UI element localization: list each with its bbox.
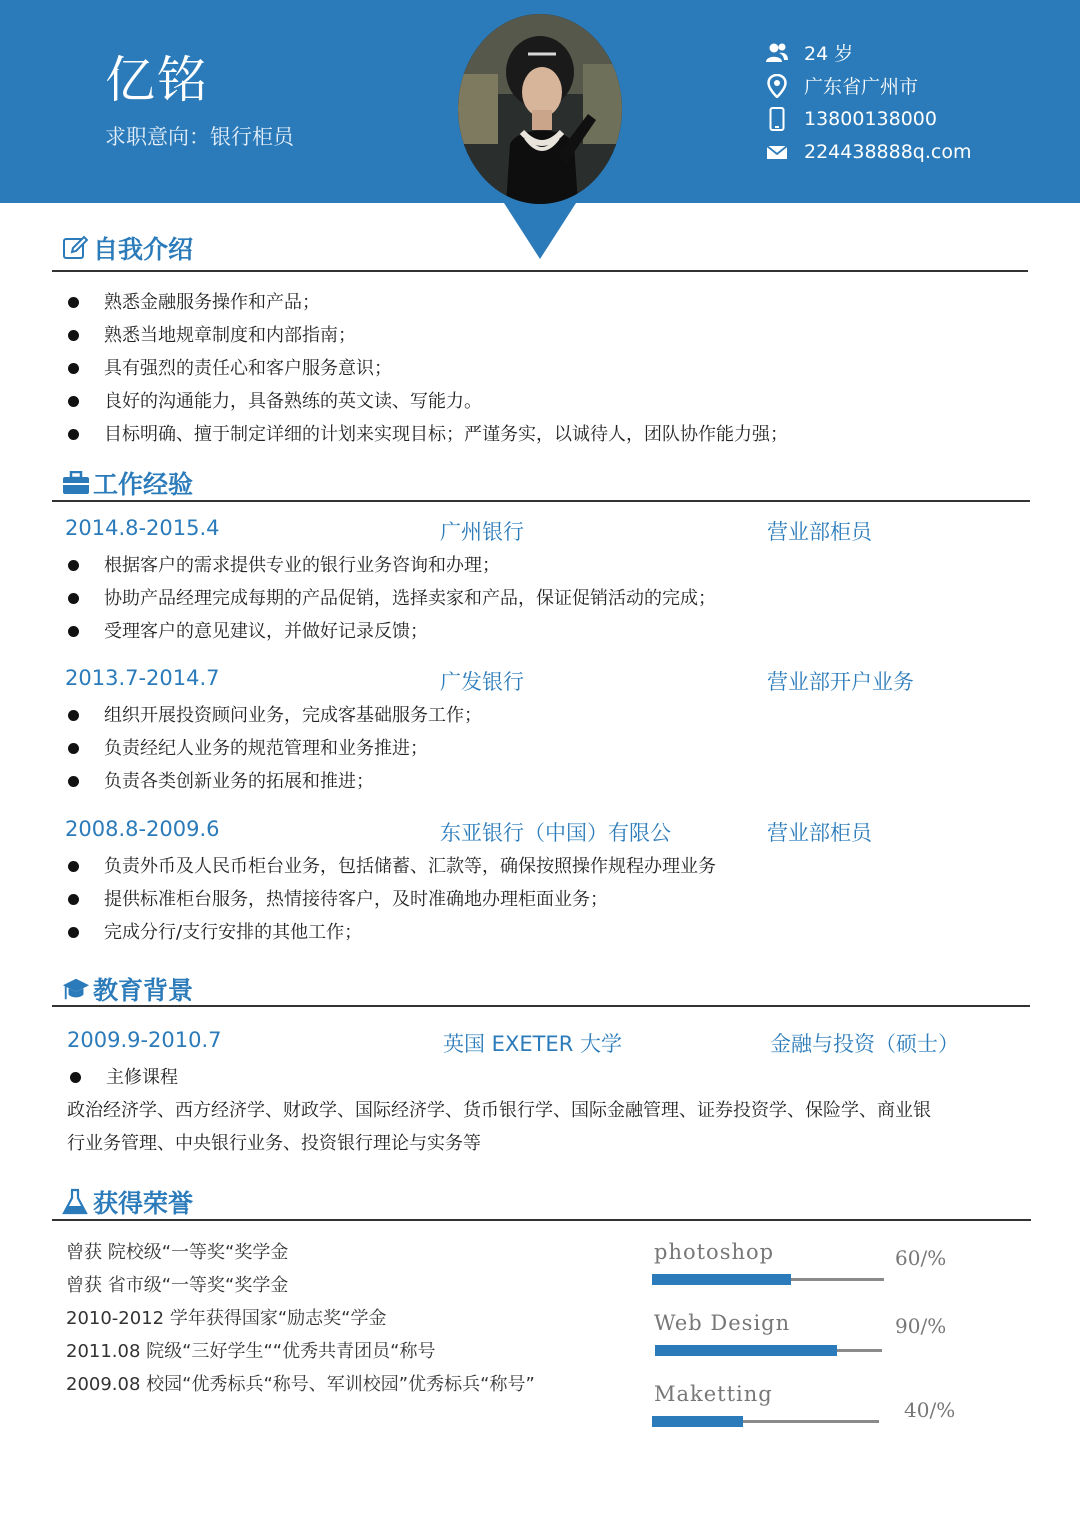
job-role: 营业部柜员 [767, 520, 872, 544]
job-role: 营业部开户业务 [767, 670, 914, 694]
job-period: 2014.8-2015.4 [65, 516, 220, 540]
list-item: 良好的沟通能力，具备熟练的英文读、写能力。 [66, 385, 788, 418]
section-title-self-intro [62, 230, 193, 266]
job-header [65, 516, 965, 546]
education-major: 金融与投资（硕士） [770, 1032, 959, 1056]
list-item: 目标明确、擅于制定详细的计划来实现目标；严谨务实，以诚待人，团队协作能力强； [66, 418, 788, 451]
skill-bar-fill [655, 1345, 837, 1356]
course-list: 政治经济学、西方经济学、财政学、国际经济学、货币银行学、国际金融管理、证券投资学、保险学、商业银行业务管理、中央银行业务、投资银行理论与实务等 [67, 1100, 931, 1154]
skill-label: photoshop [654, 1240, 775, 1264]
section-divider [52, 1219, 1031, 1221]
self-intro-list [66, 286, 788, 451]
location-pin-icon [764, 73, 790, 99]
job-duties-list [66, 549, 716, 648]
section-divider [52, 270, 1028, 272]
briefcase-icon [62, 469, 90, 497]
job-header [65, 817, 965, 847]
envelope-icon [764, 139, 790, 165]
contact-location-text: 广东省广州市 [804, 76, 919, 98]
job-duties-list [66, 850, 716, 949]
job-company: 东亚银行（中国）有限公 [440, 821, 671, 845]
skill-label: Maketting [654, 1382, 773, 1406]
list-item: 完成分行/支行安排的其他工作； [66, 916, 716, 949]
job-company: 广发银行 [440, 670, 524, 694]
list-item: 熟悉金融服务操作和产品； [66, 286, 788, 319]
list-item: 负责经纪人业务的规范管理和业务推进； [66, 732, 482, 765]
skill-bar-track [655, 1349, 882, 1352]
job-period: 2013.7-2014.7 [65, 666, 220, 690]
honor-item: 曾获 院校级“一等奖“奖学金 [66, 1242, 289, 1263]
education-title: 教育背景 [93, 976, 194, 1005]
list-item: 负责各类创新业务的拓展和推进； [66, 765, 482, 798]
list-item: 受理客户的意见建议，并做好记录反馈； [66, 615, 716, 648]
list-item: 熟悉当地规章制度和内部指南； [66, 319, 788, 352]
list-item: 具有强烈的责任心和客户服务意识； [66, 352, 788, 385]
contact-email [764, 135, 971, 168]
skill-bar-track [652, 1278, 884, 1281]
list-item: 组织开展投资顾问业务，完成客基础服务工作； [66, 699, 482, 732]
section-divider [52, 1005, 1030, 1007]
users-icon [764, 40, 790, 66]
contact-location [764, 69, 971, 102]
honor-item: 2011.08 院级“三好学生““优秀共青团员“称号 [66, 1341, 436, 1362]
course-label: 主修课程 [68, 1061, 178, 1094]
job-header [65, 666, 965, 696]
skill-percent: 40/% [904, 1398, 956, 1422]
job-period: 2008.8-2009.6 [65, 817, 220, 841]
skill-bar-track [652, 1420, 879, 1423]
flask-icon [62, 1188, 90, 1216]
honors-title: 获得荣誉 [93, 1189, 194, 1218]
contact-email-text: 224438888q.com [804, 140, 972, 163]
photo-pointer [504, 203, 576, 259]
honor-item: 2010-2012 学年获得国家“励志奖“学金 [66, 1308, 387, 1329]
education-header [67, 1028, 967, 1058]
contact-phone-text: 13800138000 [804, 107, 937, 130]
honor-item: 2009.08 校园“优秀标兵“称号、军训校园”优秀标兵“称号” [66, 1374, 535, 1395]
job-role: 营业部柜员 [767, 821, 872, 845]
skill-bar-fill [652, 1274, 791, 1285]
job-objective: 求职意向：银行柜员 [105, 125, 294, 149]
phone-icon [764, 106, 790, 132]
skill-percent: 60/% [895, 1246, 947, 1270]
job-duties-list [66, 699, 482, 798]
education-period: 2009.9-2010.7 [67, 1028, 222, 1052]
section-title-honors [62, 1184, 193, 1220]
list-item: 根据客户的需求提供专业的银行业务咨询和办理； [66, 549, 716, 582]
contact-phone [764, 102, 971, 135]
section-title-education [62, 971, 193, 1007]
course-label-list [68, 1061, 178, 1094]
profile-photo [458, 14, 622, 204]
candidate-name: 亿铭 [105, 51, 209, 109]
contact-age-text: 24 岁 [804, 43, 854, 65]
list-item: 提供标准柜台服务，热情接待客户，及时准确地办理柜面业务； [66, 883, 716, 916]
list-item: 协助产品经理完成每期的产品促销，选择卖家和产品，保证促销活动的完成； [66, 582, 716, 615]
list-item: 负责外币及人民币柜台业务，包括储蓄、汇款等，确保按照操作规程办理业务 [66, 850, 716, 883]
honors-list [66, 1236, 586, 1418]
skill-bar-fill [652, 1416, 743, 1427]
section-title-work [62, 465, 193, 501]
work-title: 工作经验 [93, 470, 194, 499]
job-company: 广州银行 [440, 520, 524, 544]
education-school: 英国 EXETER 大学 [443, 1032, 622, 1056]
section-divider [52, 500, 1030, 502]
contact-list [764, 36, 971, 168]
self-intro-title: 自我介绍 [93, 235, 194, 264]
honor-item: 曾获 省市级“一等奖“奖学金 [66, 1275, 289, 1296]
skill-label: Web Design [654, 1311, 791, 1335]
contact-age [764, 36, 971, 69]
graduation-cap-icon [62, 975, 90, 1003]
edit-icon [62, 234, 90, 262]
skill-percent: 90/% [895, 1314, 947, 1338]
